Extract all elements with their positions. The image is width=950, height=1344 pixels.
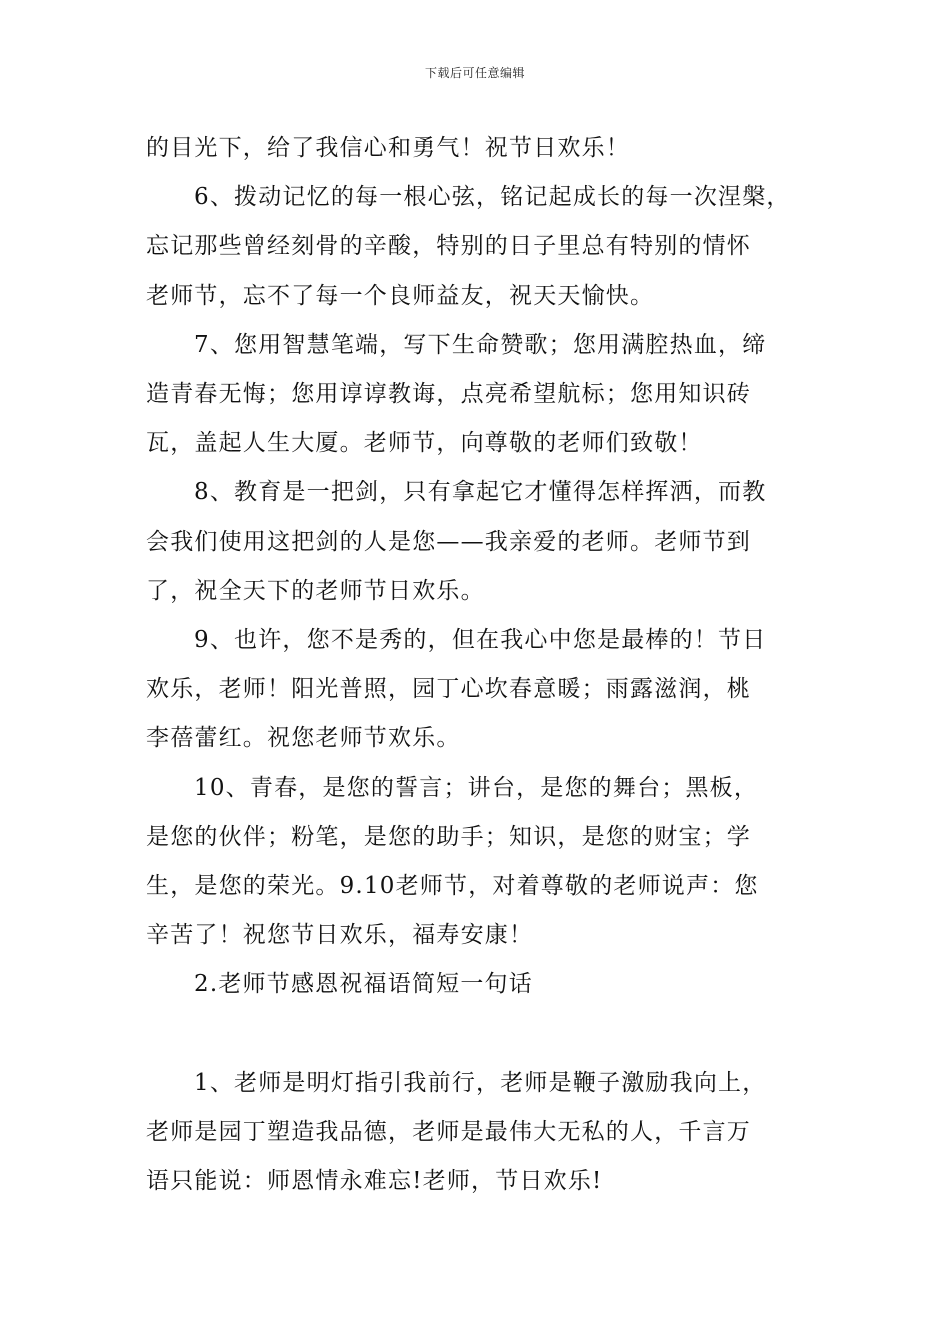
text-line: 了，祝全天下的老师节日欢乐。 xyxy=(146,577,485,604)
document-body xyxy=(146,124,806,1206)
text-line: 忘记那些曾经刻骨的辛酸，特别的日子里总有特别的情怀 xyxy=(146,233,751,260)
text-line: 的目光下，给了我信心和勇气！祝节日欢乐！ xyxy=(146,135,630,161)
text-line: 老师是园丁塑造我品德，老师是最伟大无私的人，千言万 xyxy=(146,1118,751,1145)
text-line: 会我们使用这把剑的人是您——我亲爱的老师。老师节到 xyxy=(146,528,751,555)
text-line: 是您的伙伴；粉笔，是您的助手；知识，是您的财宝；学 xyxy=(146,823,751,850)
text-line: 9、也许，您不是秀的，但在我心中您是最棒的！节日 xyxy=(194,627,767,654)
section-heading: 2.老师节感恩祝福语简短一句话 xyxy=(194,971,533,998)
text-line: 造青春无悔；您用谆谆教诲，点亮希望航标；您用知识砖 xyxy=(146,381,751,408)
text-line: 1、老师是明灯指引我前行，老师是鞭子激励我向上， xyxy=(194,1069,767,1096)
text-line: 辛苦了！祝您节日欢乐，福寿安康！ xyxy=(146,922,534,949)
text-line: 6、拨动记忆的每一根心弦，铭记起成长的每一次涅槃， xyxy=(194,184,791,211)
text-line: 语只能说：师恩情永难忘!老师，节日欢乐! xyxy=(146,1168,603,1195)
text-line: 10、青春，是您的誓言；讲台，是您的舞台；黑板， xyxy=(194,774,759,801)
blank-line xyxy=(146,1010,806,1059)
text-line: 生，是您的荣光。9.10老师节，对着尊敬的老师说声：您 xyxy=(146,873,759,900)
text-line: 8、教育是一把剑，只有拿起它才懂得怎样挥洒，而教 xyxy=(194,479,767,506)
text-line: 李蓓蕾红。祝您老师节欢乐。 xyxy=(146,725,461,752)
text-line: 7、您用智慧笔端，写下生命赞歌；您用满腔热血，缔 xyxy=(194,331,767,358)
text-line: 欢乐，老师！阳光普照，园丁心坎春意暖；雨露滋润，桃 xyxy=(146,676,751,703)
page-header: 下载后可任意编辑 xyxy=(424,66,525,80)
text-line: 瓦，盖起人生大厦。老师节，向尊敬的老师们致敬！ xyxy=(146,430,703,457)
text-line: 老师节，忘不了每一个良师益友，祝天天愉快。 xyxy=(146,282,655,309)
